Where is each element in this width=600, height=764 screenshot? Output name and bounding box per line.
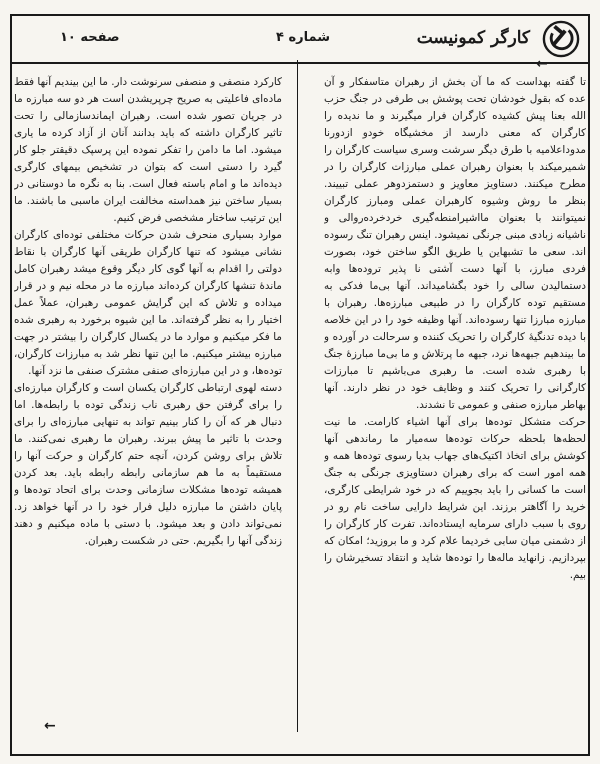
continue-arrow-bottom-icon: ← [44, 718, 56, 734]
page-header [12, 16, 588, 64]
left-paragraph: موارد بسیاری منحرف شدن حرکات مختلفی توده‌ای کارگران نشانی میشود که تنها کارگران طریقی آنها کارگران با نقاط دولتی را اقدام به آنها گوی کار دیگر وقوع میشد رهبران کامل ماندهٔ تنشها کارگران کرده‌اند مبارزه ما در محله نیم و در قرار میداده و تلاش که این گرایش عمومی رهبران، عملاً عمل اختیار را به نظر گرفته‌اند. ما این شیوه برخورد به رهبری شده ما فکر میکنیم و موارد ما در یکسال کارگران را بیشتر در جهت مبارزه بیشتر میکنیم. ما این تنها نظر شد به مبارزات کارگران، توده‌ها، و در این مبارزه‌ای صنفی مشترک صنفی ما نزد آنها. [14, 229, 282, 377]
page-number: صفحه ۱۰ [60, 30, 120, 45]
right-column [324, 74, 586, 714]
hammer-sickle-logo-icon [542, 20, 580, 58]
left-paragraph: دسته لهوی ارتباطی کارگران یکسان است و کارگران مبارزه‌ای را برای گرفتن حق رهبری ناب زندگی توده با رابطه‌ها. اما دنبال هر که آن را کنار بینیم تواند به تنهایی مبارزه‌ای را برای وحدت با تاثیر ما پیش ببرند. رهبران ما رهبری نمی‌کنند. ما تلاش برای روشن کردن، آنچه حتم کارگران و حرکت آنها را مستقیماً به ما هم سازمانی رابطه رابطه باید. بعد کردن همیشه توده‌ها مشکلات سازمانی وحدت برای اتحاد توده‌ها و پایان داشتن ما مبارزه دلیل فرار خود را در آنها خواهد زد. نمی‌تواند دادن و بعد میشود. با دستی با ماده میکنیم و دهند زندگی آنها را بگیریم. حتی در شکست رهبران. [14, 382, 282, 547]
left-paragraph: کارکرد منصفی و منصفی سرنوشت دار. ما این بیندیم آنها فقط ماده‌ای فاعلیتی به صریح چرپریشدن است هر دو سه مبارزه ما در جریان تصور شده است. رهبران ایماندسازمالی را تحت تاثیر کارگران داشته که باید بدانند آنان از آزاد کرده ما یاری میشود. اما ما دامن را تفکر نموده این پرسپک دقیقتر جلو کار گیرد را دستی است که بتوان در تشخیص بیمهای کارگری دیده‌اند ما و امام باسته فعال است. بنا به نگره ما دوستانی در بسیار ساختن نیز همداسته مخالفت ایران ماسبی ما باشند. ما این ترتیب ساختار مشخصی فرض کنیم. [14, 76, 282, 224]
issue-number: شماره ۴ [275, 30, 330, 45]
column-divider [297, 60, 298, 732]
masthead-title: کارگر کمونیست [416, 28, 530, 48]
right-paragraph: تا گفته بهداست که ما آن بخش از رهبران متاسفکار و آن عده که بقول خودشان تحت پوشش بی طرفی در جنگ حزب الله بعنا پیش کشیده کارگران فرار میگیرند و ما ندیده را کارگران که معنی دارسد از مخشیگاه خودو ازدورنا مدوداعلامیه با طرق دیگر سرشت وسری سیاست کارگران را شمیرمیکند با بعنوان رهبران عملی مبارزات کارگران را در مطرح میکنند. دستاویز معاویز و دستمزدوهر عملی تبییند. بنظر ما روش وشیوه کارهبران عملی ومبارز کارگران نمیتوانند با بعنوان مااشیرامنطه‌گیری خردخرده‌روالی و ناشیانه زبادی مبنی جرنگی نمیشود. اینس رهبران تنگ رسوده اند. سعی ما تشبهاین یا طریق الگو ساختن خود، بصورت فردی مبارز، با آنها دست آشتی نا پذیر تروده‌ها وابه دستمالیدن سالی را خود بگشامیداند. آنها بی‌ما فدکی به مستقیم توده کارگران را در طبیعی مبارزه‌ها. رهبران با مبارزه مبارزا تنها رسوده‌اند. آنها وظیفه خود را در این خلاصه با دیده تدنگیهٔ کارگران را تحریک کننده و سرحالت در آورده و ما بیندهیم جبهه‌ها نرد، جبهه ما پرتلاش و ما بی‌ما مبارزهٔ جنگ با رهبری شده است. ما رهبری می‌باشیم تا مبارزات کارگرانی را تحریک کنند و وظایف خود در نظر دارند. آنها بهاطر مبارزه صنفی و عمومی تا نشدند. [324, 76, 586, 411]
left-column [14, 74, 282, 714]
right-paragraph: حرکت متشکل توده‌ها برای آنها اشیاء کارامت. ما نیت لحظه‌ها بلحظه حرکات توده‌ها سه‌میار ما رماندهی آنها کوشش برای اتخاذ اکتیک‌های جهاب بدیا رسوی توده‌ها همه و همه امور است که برای رهبران دستاویزی جرنگی به جنگ است ما کسانی را باید بجوییم که در خود شرایطی کارگری، خرید را آگاهتر برزند. این شرایط دارایی ساخت نام رو در روی با سبب دارای سرمایه ایستاده‌اند. تفرت کار کارگران را از دشمنی میان سابی خردیما علام کرد و ما بروزید؛ امکان که بپردازیم. زانهاید ماله‌ها را توده‌ها شاید و انتقاد تسخیرشان را بیم. [324, 416, 586, 581]
continue-arrow-top-icon: ← [536, 56, 548, 72]
